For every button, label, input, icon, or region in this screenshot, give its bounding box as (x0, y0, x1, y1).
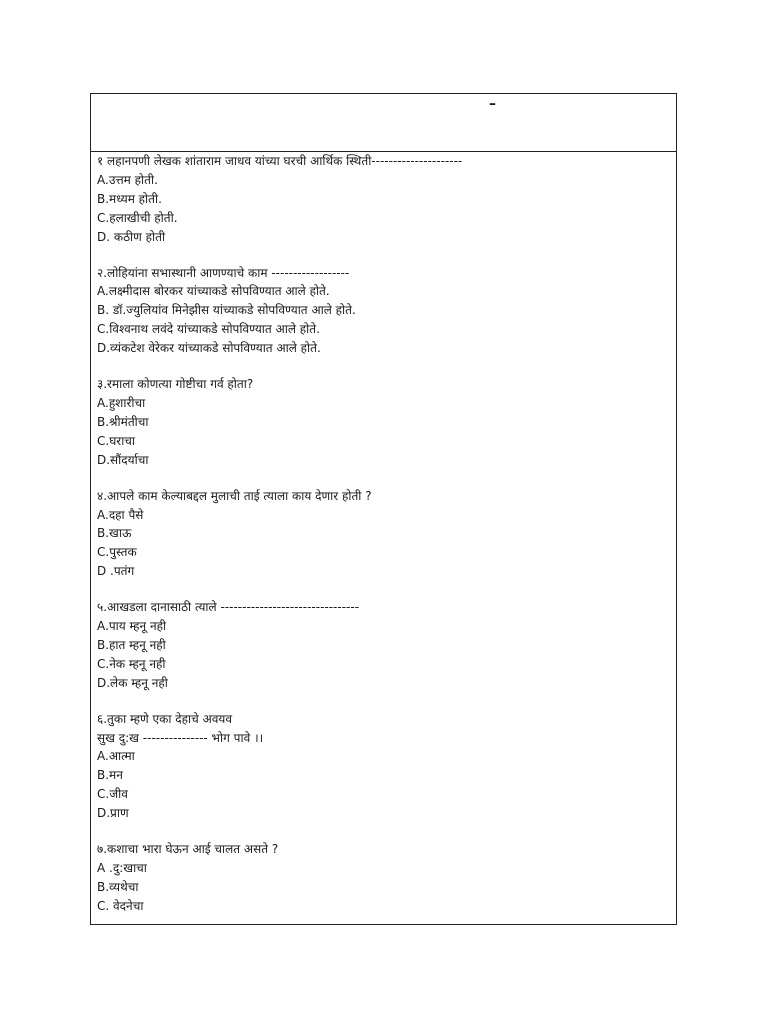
question-text: ७.कशाचा भारा घेऊन आई चालत असते ? (97, 842, 279, 857)
question-1 (97, 152, 672, 247)
question-text: २.लोहियांना सभास्थानी आणण्याचे काम ------------------ (97, 265, 350, 280)
question-3 (97, 375, 672, 470)
header-box (91, 94, 676, 152)
option-b: B.व्यथेचा (97, 879, 139, 894)
option-d: D.लेक म्हनू नही (97, 675, 168, 690)
question-5 (97, 598, 672, 693)
option-a: A.उत्तम होती. (97, 172, 158, 187)
option-d: D. कठीण होती (97, 229, 166, 244)
option-a: A.दहा पैसे (97, 507, 144, 522)
option-c: C.पुस्तक (97, 545, 137, 560)
option-b: B.मध्यम होती. (97, 191, 162, 206)
option-b: B.हात म्हनू नही (97, 637, 166, 652)
question-text: ३.रमाला कोणत्या गोष्टीचा गर्व होता? (97, 377, 254, 392)
question-text: ५.आखडला दानासाठी त्याले -------------------------------- (97, 600, 360, 615)
question-2 (97, 264, 672, 359)
document-frame (90, 93, 677, 925)
option-b: B.खाऊ (97, 526, 132, 541)
option-c: C. वेदनेचा (97, 898, 144, 913)
option-a: A.लक्ष्मीदास बोरकर यांच्याकडे सोपविण्यात आले होते. (97, 284, 330, 299)
question-4 (97, 487, 672, 582)
option-a: A.पाय म्हनू नही (97, 619, 167, 634)
option-c: C.घराचा (97, 433, 136, 448)
option-d: D .पतंग (97, 564, 135, 579)
option-d: D.सौंदर्याचा (97, 452, 149, 467)
question-list (97, 152, 672, 924)
option-c: C.जीव (97, 787, 128, 802)
option-d: D.प्राण (97, 806, 129, 821)
option-c: C.विश्वनाथ लवंदे यांच्याकडे सोपविण्यात आले होते. (97, 322, 320, 337)
header-mark: – (489, 96, 496, 112)
question-7 (97, 840, 672, 916)
question-text: १ लहानपणी लेखक शांताराम जाधव यांच्या घरची आर्थिक स्थिती--------------------- (97, 154, 463, 168)
question-text-continued: सुख दु:ख --------------- भोग पावे ।। (97, 730, 264, 745)
question-text: ४.आपले काम केल्याबद्दल मुलाची ताई त्याला काय देणार होती ? (97, 488, 372, 503)
option-a: A .दु:खाचा (97, 861, 147, 875)
option-a: A.हुशारीचा (97, 395, 146, 410)
option-a: A.आत्मा (97, 749, 135, 764)
question-6 (97, 710, 672, 823)
option-c: C.नेक म्हनू नही (97, 656, 166, 671)
option-b: B. डॉ.ज्युलियांव मिनेझीस यांच्याकडे सोपविण्यात आले होते. (97, 303, 356, 318)
option-b: B.श्रीमंतीचा (97, 414, 149, 429)
option-b: B.मन (97, 768, 123, 783)
question-text: ६.तुका म्हणे एका देहाचे अवयव (97, 711, 233, 726)
option-c: C.हलाखीची होती. (97, 210, 178, 225)
option-d: D.व्यंकटेश वेरेकर यांच्याकडे सोपविण्यात आले होते. (97, 341, 321, 356)
